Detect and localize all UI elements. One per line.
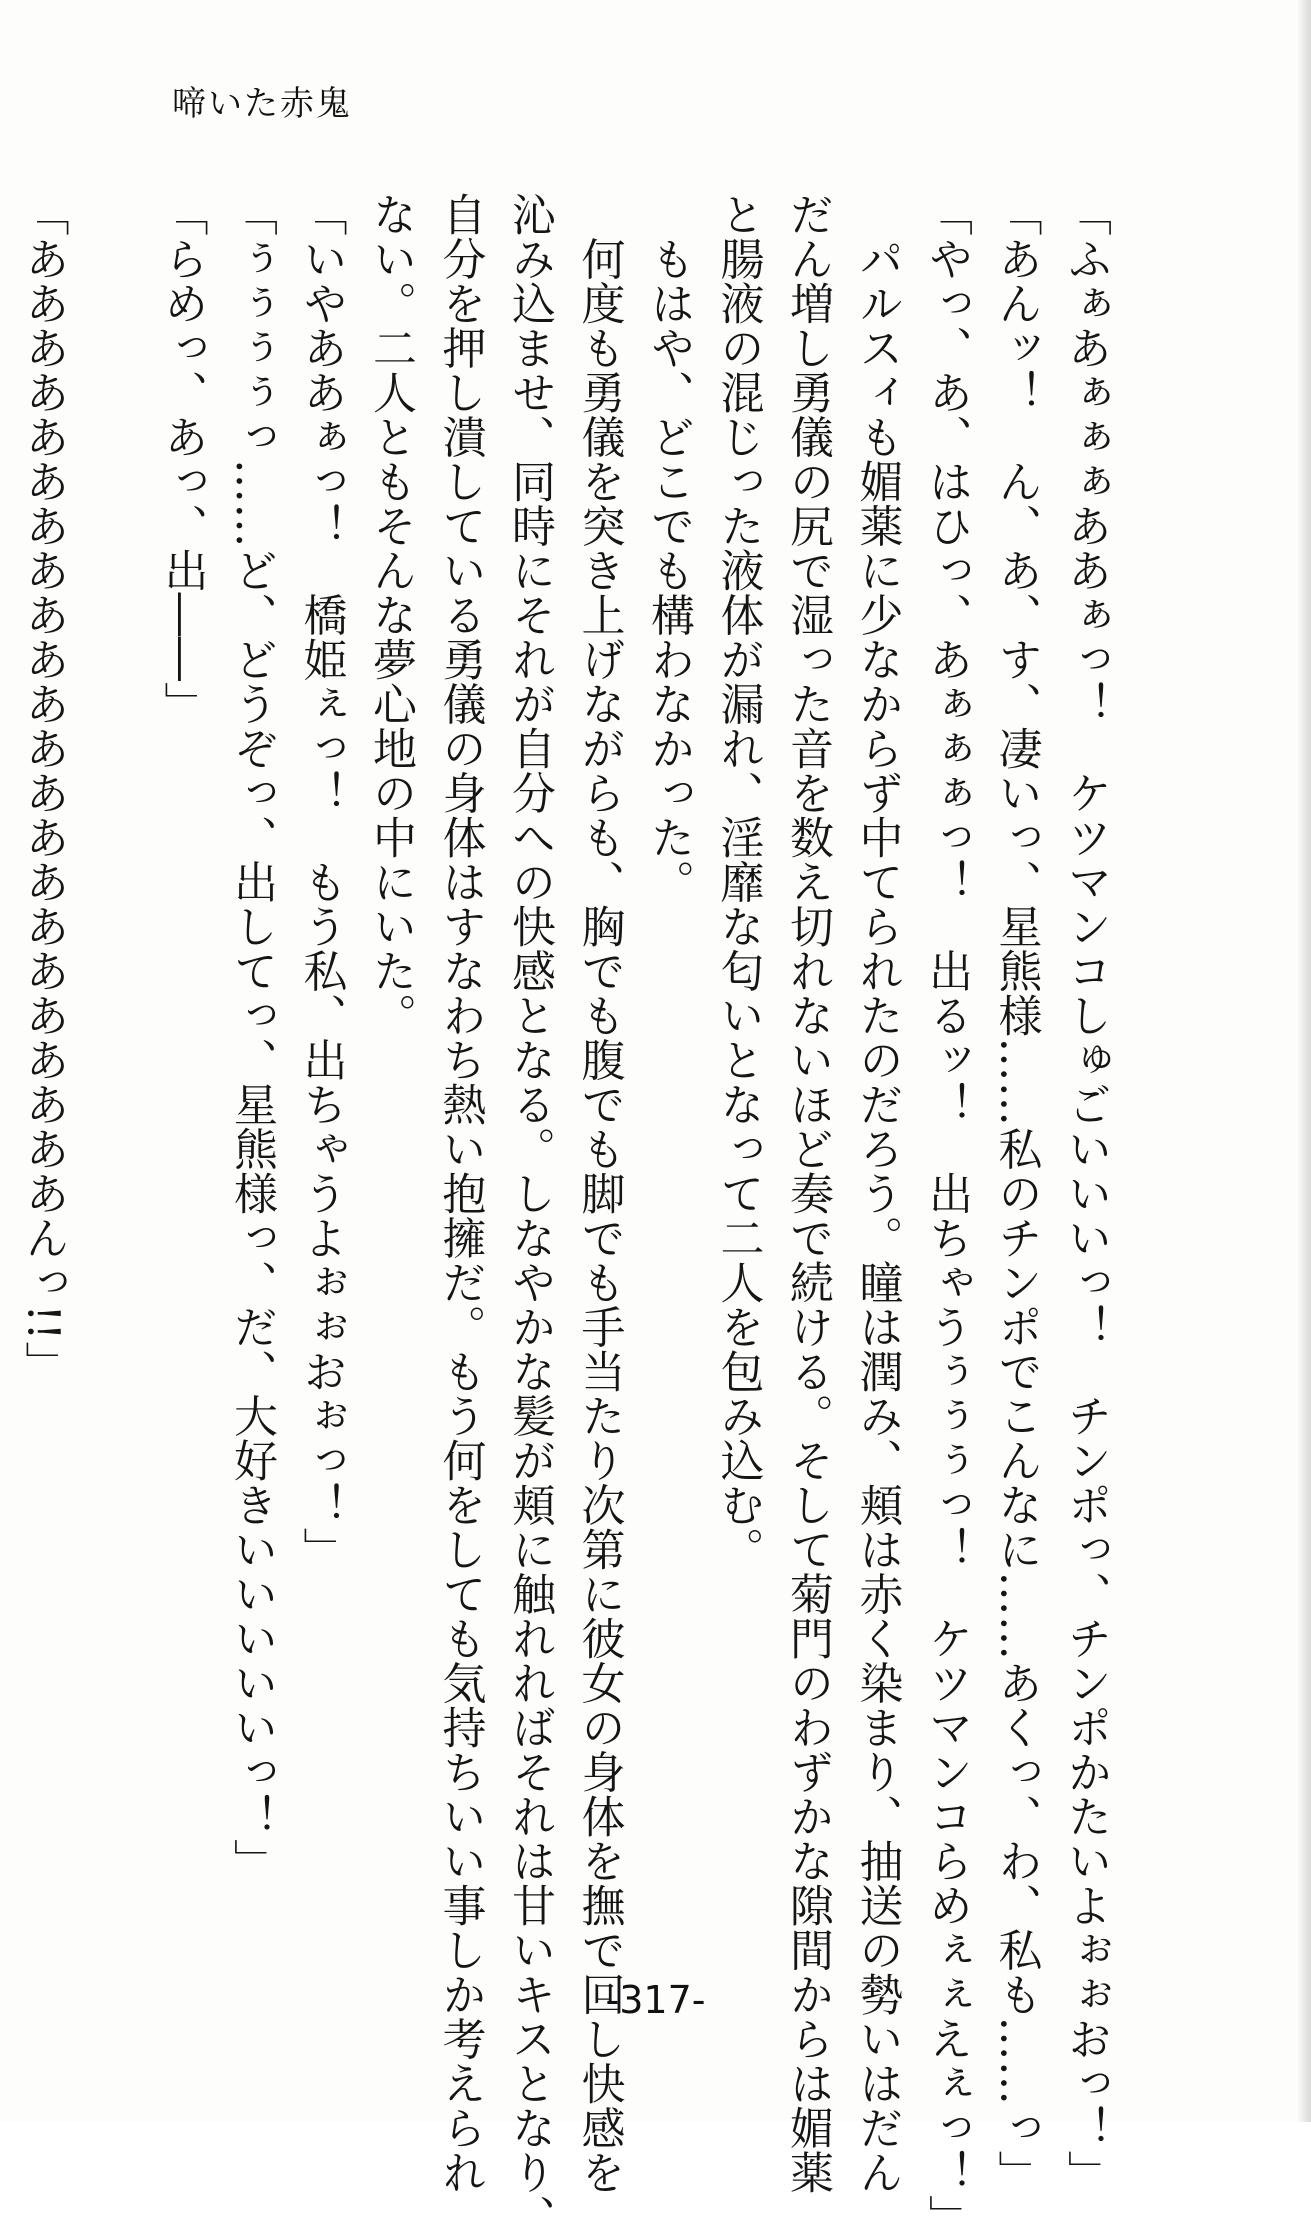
text-line: パルスィも媚薬に少なからず中てられたのだろう。瞳は潤み、頬は赤く染まり、抽送の勢いはだん — [851, 192, 903, 2195]
text-line: 「あんッ！ ん、あ、す、凄いっ、星熊様……私のチンポでこんなに……あくっ、わ、私も……っ」 — [990, 192, 1042, 2195]
blank-line — [78, 192, 148, 1912]
running-header-title: 啼いた赤鬼 — [172, 84, 352, 124]
text-line: 「ああああああああああああああああああああああんっ!!」 — [17, 192, 69, 1386]
page-edge-shadow — [1297, 0, 1311, 2122]
text-line: だん増し勇儀の尻で湿った音を数え切れないほど奏で続ける。そして菊門のわずかな隙間からは媚薬 — [782, 192, 833, 2195]
text-line: 「やっ、あ、はひっ、あぁぁぁっ！ 出るッ！ 出ちゃうぅぅぅっ！ ケツマンコらめぇぇえぇっ！」 — [921, 192, 972, 2239]
text-line: 「いやああぁっ！ 橋姫ぇっ！ もう私、出ちゃうよぉぉおぉっ！」 — [295, 192, 347, 1572]
text-line: 「ぅぅぅぅっ……ど、どうぞっ、出してっ、星熊様っ、だ、大好きいいいいいっ！」 — [226, 192, 277, 1883]
text-line: 「らめっ、あっ、出――」 — [156, 192, 208, 726]
page-number: -317- — [605, 1978, 706, 2022]
text-line: 「ふぁあぁぁぁああぁっ！ ケツマンコしゅごいいいっ！ チンポっ、チンポかたいよぉぉおっ！」 — [1060, 192, 1111, 2195]
text-line: 沁み込ませ、同時にそれが自分への快感となる。しなやかな髪が頬に触れればそれは甘いキスとなり、 — [504, 192, 555, 2239]
text-line: と腸液の混じった液体が漏れ、淫靡な匂いとなって二人を包み込む。 — [712, 192, 764, 1572]
text-line: もはや、どこでも構わなかった。 — [643, 192, 694, 904]
text-line: ない。二人ともそんな夢心地の中にいた。 — [365, 192, 416, 1038]
text-line: 自分を押し潰している勇儀の身体はすなわち熱い抱擁だ。もう何をしても気持ちいい事しか考えられ — [434, 192, 486, 2195]
text-line: 何度も勇儀を突き上げながらも、胸でも腹でも脚でも手当たり次第に彼女の身体を撫で回し快感を — [573, 192, 625, 2195]
